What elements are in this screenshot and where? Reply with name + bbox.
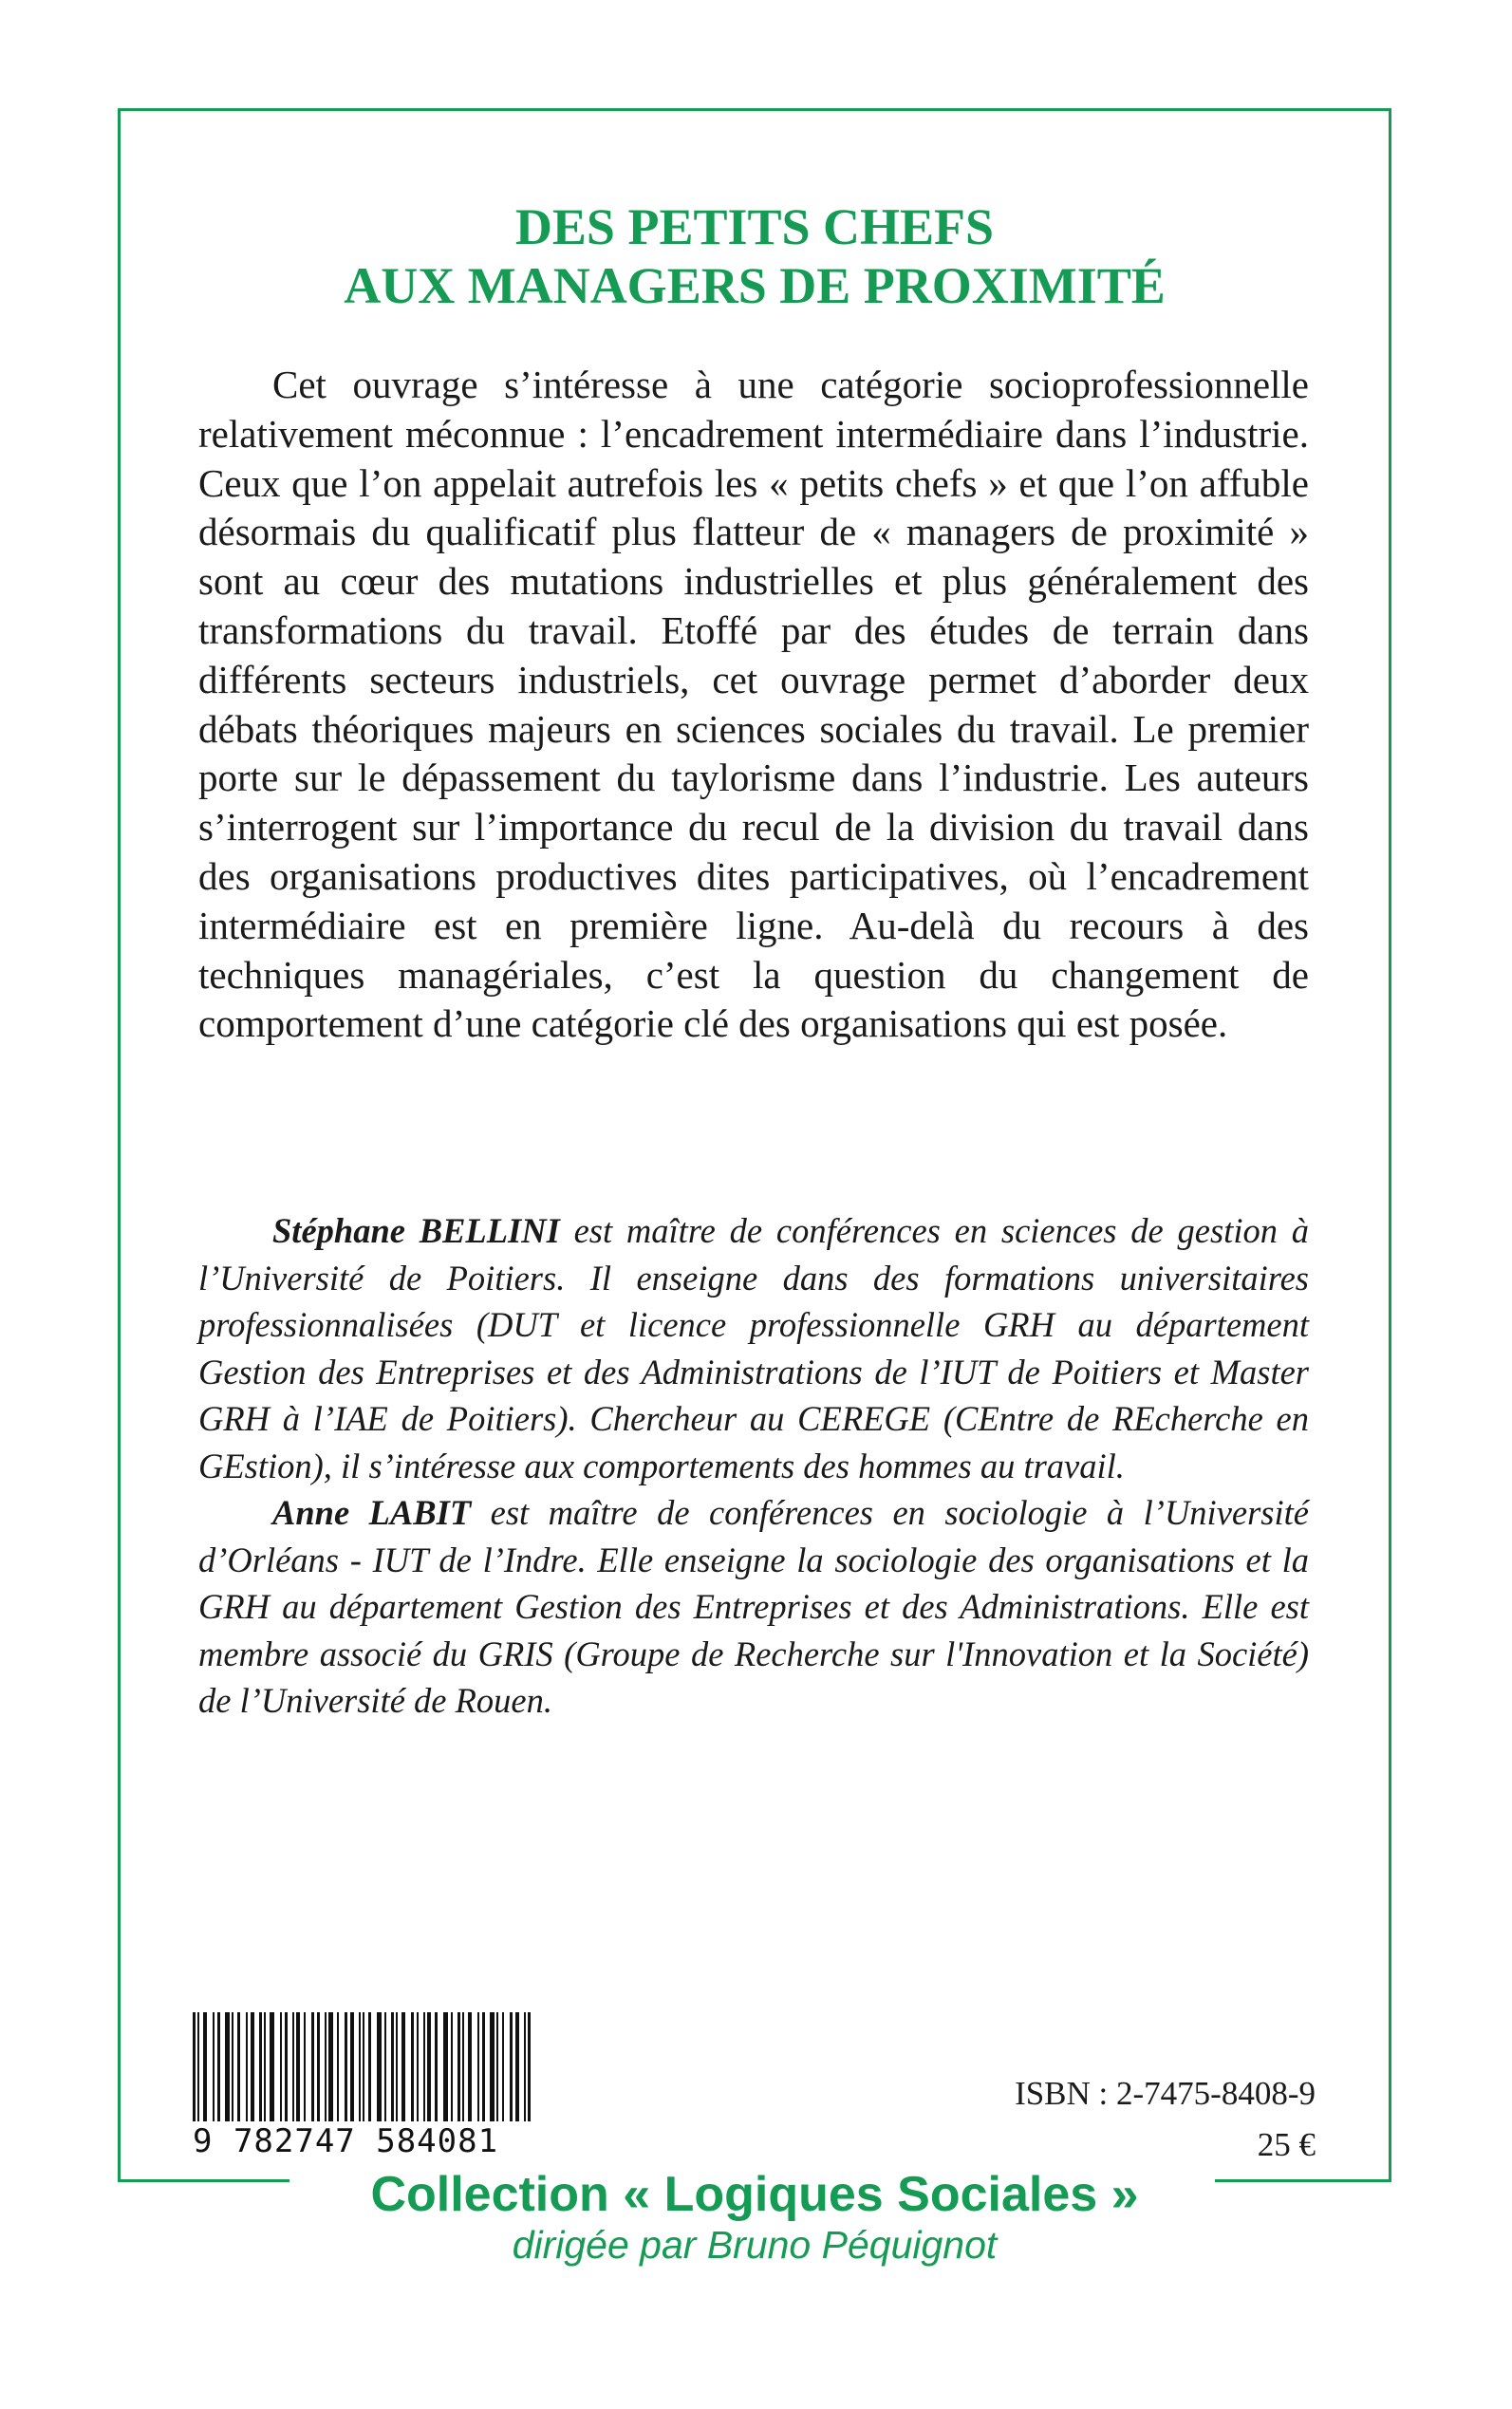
barcode-bar [528,2012,531,2121]
barcode-bar [203,2012,207,2121]
barcode-bar [193,2012,196,2121]
barcode-bar [232,2012,233,2121]
barcode-bar [197,2012,199,2121]
barcode-bar [515,2012,519,2121]
barcode-bar [317,2012,320,2121]
barcode-bar [401,2012,405,2121]
barcode-bar [251,2012,254,2121]
barcode-bar [359,2012,361,2121]
barcode-bar [296,2012,300,2121]
author-name-1: Stéphane BELLINI [272,1211,560,1250]
barcode-bar [496,2012,498,2121]
collection-director: dirigée par Bruno Péquignot [512,2223,998,2267]
price: 25 € [1257,2126,1316,2163]
book-title [118,197,1391,315]
title-line-1: DES PETITS CHEFS [514,198,995,255]
barcode-bar [490,2012,495,2121]
collection-name: Collection « Logiques Sociales » [370,2167,1139,2222]
barcode-bar [477,2012,479,2121]
barcode-bar [377,2012,382,2121]
author-bio-2 [198,1489,1309,1725]
barcode-bar [280,2012,282,2121]
barcode-bar [396,2012,398,2121]
barcode-bar [368,2012,371,2121]
barcode-bar [337,2012,339,2121]
barcode-bar [423,2012,425,2121]
author-bios [198,1207,1309,1725]
barcode-bar [350,2012,354,2121]
barcode-bar [363,2012,364,2121]
author-bio-1 [198,1207,1309,1489]
isbn: ISBN : 2-7475-8408-9 [1015,2075,1316,2112]
barcode-bar [237,2012,240,2121]
barcode-bar [213,2012,215,2121]
barcode-bar [345,2012,347,2121]
title-line-2: AUX MANAGERS DE PROXIMITÉ [344,257,1166,314]
barcode-bar [285,2012,288,2121]
barcode-bar [524,2012,526,2121]
barcode-bar [502,2012,504,2121]
author-text-2: est maître de conférences en sociologie à l’Université d’Orléans - IUT de l’Indre. Elle enseigne la sociologie des organisations et la GRH au département Gestion des Entreprises et des Administrations. Elle est membre associé du GRIS (Groupe de Recherche sur l'Innovation et la Société) de l’Université de Rouen. [198,1493,1309,1720]
book-summary: Cet ouvrage s’intéresse à une catégorie socioprofessionnelle relativement méconnue : l’encadrement intermédiaire dans l’industrie. Ceux que l’on appelait autrefois les « petits chefs » et que l’on affuble désormais du qualificatif plus flatteur de « managers de proximité » sont au cœur des mutations industrielles et plus généralement des transformations du travail. Etoffé par des études de terrain dans différents secteurs industriels, cet ouvrage permet d’aborder deux débats théoriques majeurs en sciences sociales du travail. Le premier porte sur le dépassement du taylorisme dans l’industrie. Les auteurs s’interrogent sur l’importance du recul de la division du travail dans des organisations productives dites participatives, où l’encadrement intermédiaire est en première ligne. Au-delà du recours à des techniques managériales, c’est la question du changement de comportement d’une catégorie clé des organisations qui est posée. [198,363,1309,1046]
barcode-bar [457,2012,460,2121]
barcode-bar [391,2012,394,2121]
barcode-bar [510,2012,513,2121]
barcode-bar [417,2012,419,2121]
barcode-bar [311,2012,314,2121]
barcode-bar [328,2012,333,2121]
barcode-bar [482,2012,485,2121]
author-text-1: est maître de conférences en sciences de gestion à l’Université de Poitiers. Il enseigne dans des formations universitaires professionnalisées (DUT et licence professionnelle GRH au département Gestion des Entreprises et des Administrations de l’IUT de Poitiers et Master GRH à l’IAE de Poitiers). Chercheur au CEREGE (CEntre de REcherche en GEstion), il s’intéresse aux comportements des hommes au travail. [198,1211,1309,1485]
barcode-bar [443,2012,448,2121]
barcode-bar [468,2012,472,2121]
barcode-bar [264,2012,266,2121]
barcode-bar [292,2012,294,2121]
barcode-bar [451,2012,453,2121]
barcode-bar [435,2012,438,2121]
barcode-digits: 9 782747 584081 [193,2122,499,2160]
barcode-bar [246,2012,248,2121]
barcode-bar [427,2012,431,2121]
barcode-bar [225,2012,230,2121]
barcode-bar [462,2012,464,2121]
barcode-bar [270,2012,274,2121]
barcode-bar [411,2012,414,2121]
barcode-bar [259,2012,262,2121]
barcode [193,2012,572,2121]
barcode-bar [325,2012,327,2121]
barcode-bar [304,2012,306,2121]
barcode-bar [384,2012,386,2121]
barcode-bar [217,2012,220,2121]
author-name-2: Anne LABIT [272,1493,472,1532]
